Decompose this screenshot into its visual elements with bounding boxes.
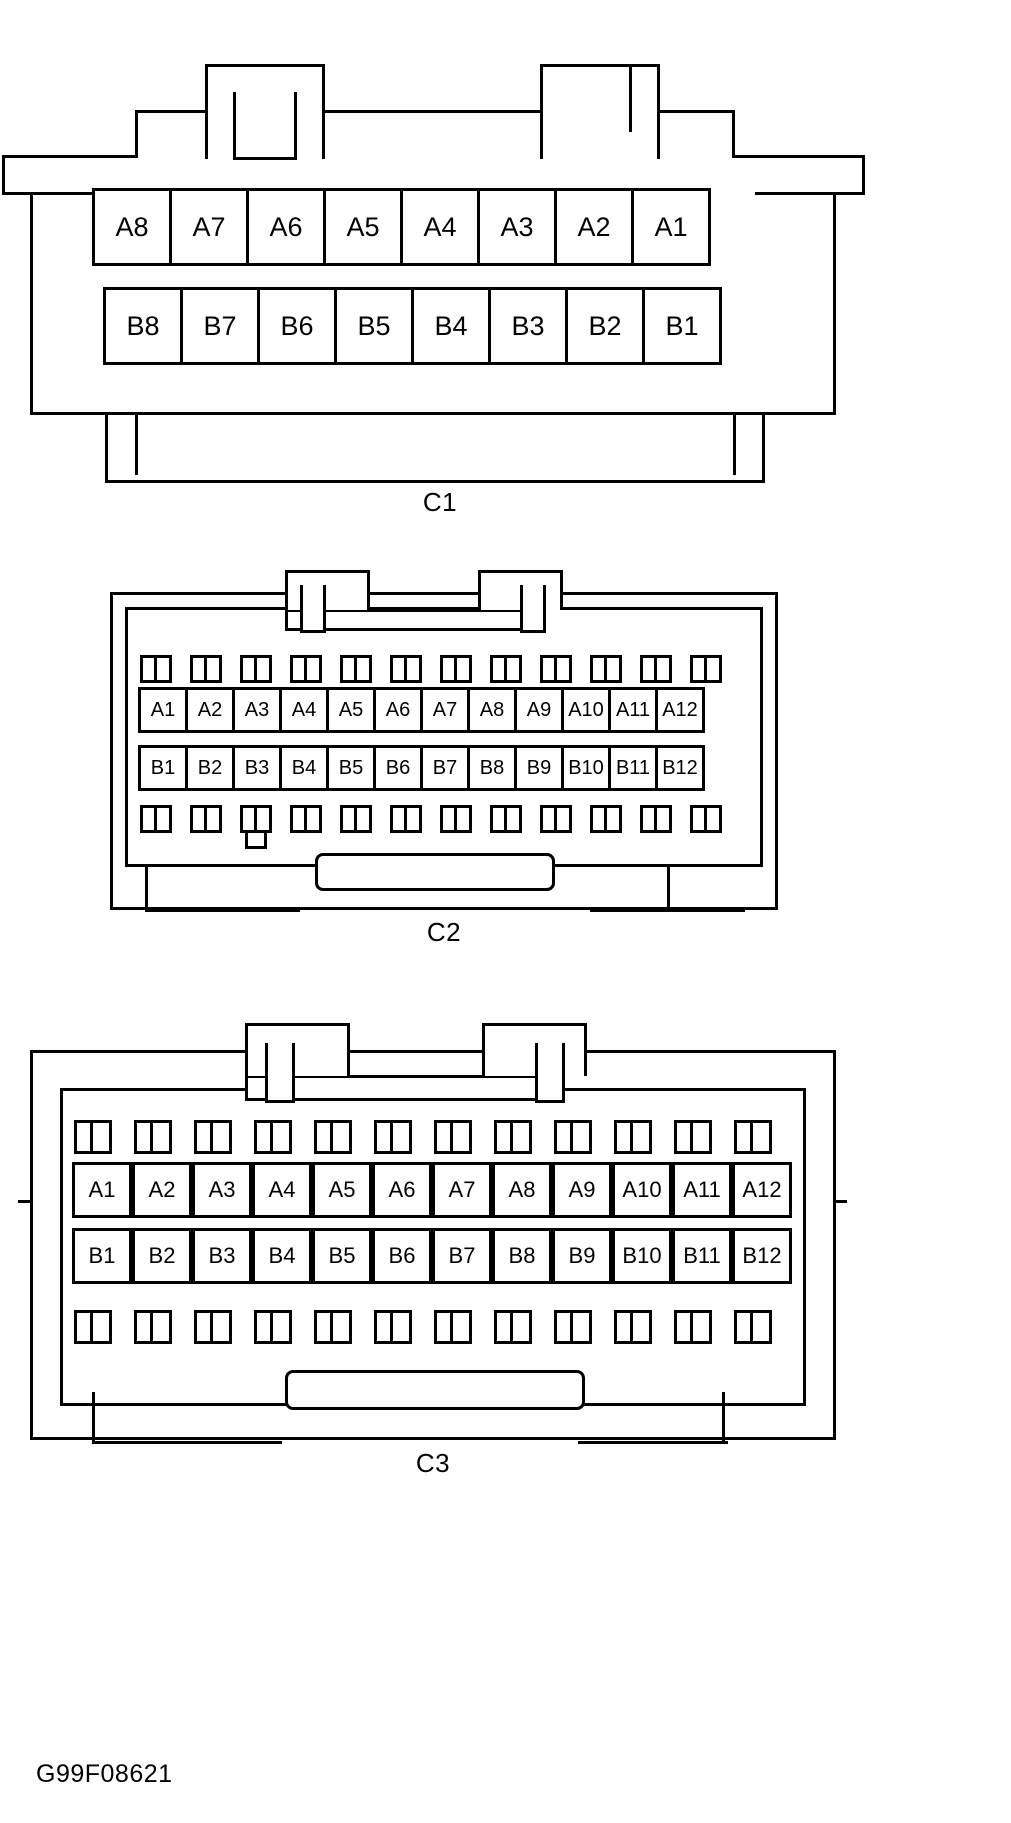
pin-cell: B12: [732, 1228, 792, 1284]
c3-row-b: [72, 1228, 792, 1284]
c2-leg-left-base: [145, 909, 300, 912]
pin-cell: B7: [180, 287, 260, 365]
c3-leg-left-base: [92, 1441, 282, 1444]
pin-cell: A11: [672, 1162, 732, 1218]
pin-cell: A6: [246, 188, 326, 266]
pin-cell: B3: [192, 1228, 252, 1284]
c3-clip-left: [245, 1023, 350, 1076]
terminal-slot: [240, 805, 272, 833]
connector-c1: [30, 55, 850, 520]
c3-terminals-top: [74, 1120, 794, 1154]
terminal-slot: [434, 1120, 472, 1154]
pin-cell: B9: [514, 745, 564, 791]
c2-row-a: [138, 687, 702, 733]
pin-cell: B5: [326, 745, 376, 791]
terminal-slot: [614, 1120, 652, 1154]
terminal-slot: [190, 655, 222, 683]
c1-ear-right: [755, 155, 865, 195]
connector-c3: [30, 1020, 950, 1500]
pin-cell: B7: [420, 745, 470, 791]
terminal-slot: [690, 805, 722, 833]
pin-cell: A8: [467, 687, 517, 733]
c1-latch-tab-right-inner: [568, 64, 632, 132]
pin-cell: A7: [432, 1162, 492, 1218]
pin-cell: B4: [411, 287, 491, 365]
pin-cell: A3: [232, 687, 282, 733]
terminal-slot: [374, 1120, 412, 1154]
c2-keying-notch: [245, 833, 267, 849]
terminal-slot: [254, 1310, 292, 1344]
terminal-slot: [440, 805, 472, 833]
terminal-slot: [374, 1310, 412, 1344]
terminal-slot: [134, 1310, 172, 1344]
c3-foot-plate: [285, 1370, 585, 1410]
terminal-slot: [490, 655, 522, 683]
terminal-slot: [494, 1120, 532, 1154]
pin-cell: B3: [232, 745, 282, 791]
pin-cell: A12: [732, 1162, 792, 1218]
pin-cell: B2: [132, 1228, 192, 1284]
c1-row-b: [103, 287, 719, 365]
terminal-slot: [190, 805, 222, 833]
pin-cell: A1: [631, 188, 711, 266]
terminal-slot: [290, 805, 322, 833]
pin-cell: A4: [279, 687, 329, 733]
pin-cell: A9: [514, 687, 564, 733]
pin-cell: B11: [608, 745, 658, 791]
pin-cell: B6: [372, 1228, 432, 1284]
c3-side-tab-right: [833, 1200, 847, 1203]
terminal-slot: [590, 655, 622, 683]
pin-cell: B11: [672, 1228, 732, 1284]
c3-leg-right-base: [578, 1441, 728, 1444]
terminal-slot: [74, 1120, 112, 1154]
pin-cell: A10: [561, 687, 611, 733]
pin-cell: B8: [103, 287, 183, 365]
pin-cell: B5: [334, 287, 414, 365]
c1-row-a: [92, 188, 708, 266]
c1-base: [105, 415, 765, 483]
c2-clip-left: [285, 570, 370, 610]
terminal-slot: [140, 805, 172, 833]
terminal-slot: [254, 1120, 292, 1154]
pin-cell: B1: [138, 745, 188, 791]
pin-cell: B8: [467, 745, 517, 791]
terminal-slot: [674, 1310, 712, 1344]
pin-cell: B3: [488, 287, 568, 365]
pin-cell: A5: [326, 687, 376, 733]
pin-cell: A4: [400, 188, 480, 266]
terminal-slot: [134, 1120, 172, 1154]
pin-cell: A4: [252, 1162, 312, 1218]
terminal-slot: [554, 1120, 592, 1154]
pin-cell: A6: [372, 1162, 432, 1218]
pin-cell: B7: [432, 1228, 492, 1284]
pin-cell: A2: [554, 188, 634, 266]
terminal-slot: [314, 1310, 352, 1344]
terminal-slot: [290, 655, 322, 683]
c2-leg-left: [145, 867, 185, 912]
pin-cell: B10: [612, 1228, 672, 1284]
terminal-slot: [240, 655, 272, 683]
pin-cell: B6: [257, 287, 337, 365]
pin-cell: B4: [279, 745, 329, 791]
c1-latch-tab-left-inner: [233, 92, 297, 160]
pin-cell: A8: [92, 188, 172, 266]
pin-cell: A5: [312, 1162, 372, 1218]
c1-base-notch-right: [733, 415, 736, 475]
pin-cell: B1: [642, 287, 722, 365]
c3-row-a: [72, 1162, 792, 1218]
c2-leg-right-base: [590, 909, 745, 912]
c3-leg-right: [675, 1392, 725, 1444]
terminal-slot: [440, 655, 472, 683]
pin-cell: A1: [72, 1162, 132, 1218]
c2-caption: C2: [426, 917, 462, 947]
pin-cell: B10: [561, 745, 611, 791]
c2-leg-right: [630, 867, 670, 912]
terminal-slot: [540, 655, 572, 683]
terminal-slot: [734, 1310, 772, 1344]
c3-terminals-bottom: [74, 1310, 794, 1344]
pin-cell: A7: [169, 188, 249, 266]
terminal-slot: [494, 1310, 532, 1344]
pin-cell: B9: [552, 1228, 612, 1284]
pin-cell: A3: [192, 1162, 252, 1218]
terminal-slot: [490, 805, 522, 833]
pin-cell: B8: [492, 1228, 552, 1284]
c3-leg-left: [92, 1392, 142, 1444]
pin-cell: A6: [373, 687, 423, 733]
terminal-slot: [734, 1120, 772, 1154]
c2-clip-left-inner: [300, 585, 326, 633]
pin-cell: A12: [655, 687, 705, 733]
pin-cell: A2: [185, 687, 235, 733]
pin-cell: A7: [420, 687, 470, 733]
terminal-slot: [340, 805, 372, 833]
terminal-slot: [674, 1120, 712, 1154]
c3-clip-left-inner: [265, 1043, 295, 1103]
pin-cell: B1: [72, 1228, 132, 1284]
pin-cell: A5: [323, 188, 403, 266]
terminal-slot: [554, 1310, 592, 1344]
terminal-slot: [540, 805, 572, 833]
c3-clip-right-inner: [535, 1043, 565, 1103]
c2-foot-plate: [315, 853, 555, 891]
c2-row-b: [138, 745, 702, 791]
terminal-slot: [194, 1310, 232, 1344]
terminal-slot: [590, 805, 622, 833]
c1-base-notch-left: [135, 415, 138, 475]
pin-cell: B2: [185, 745, 235, 791]
pin-cell: B2: [565, 287, 645, 365]
pin-cell: B6: [373, 745, 423, 791]
pin-cell: A11: [608, 687, 658, 733]
figure-id-label: G99F08621: [36, 1760, 173, 1788]
c3-caption: C3: [415, 1448, 451, 1478]
pin-cell: B5: [312, 1228, 372, 1284]
terminal-slot: [340, 655, 372, 683]
terminal-slot: [690, 655, 722, 683]
pin-cell: A1: [138, 687, 188, 733]
terminal-slot: [194, 1120, 232, 1154]
c2-terminals-top: [140, 655, 740, 683]
c2-clip-right-inner: [520, 585, 546, 633]
terminal-slot: [390, 805, 422, 833]
pin-cell: B4: [252, 1228, 312, 1284]
terminal-slot: [390, 655, 422, 683]
pin-cell: A10: [612, 1162, 672, 1218]
terminal-slot: [314, 1120, 352, 1154]
terminal-slot: [640, 805, 672, 833]
c2-terminals-bottom: [140, 805, 740, 833]
pin-cell: A2: [132, 1162, 192, 1218]
pin-cell: A9: [552, 1162, 612, 1218]
c1-caption: C1: [422, 487, 458, 517]
terminal-slot: [640, 655, 672, 683]
c3-side-tab-left: [18, 1200, 32, 1203]
terminal-slot: [614, 1310, 652, 1344]
terminal-slot: [434, 1310, 472, 1344]
pin-cell: A3: [477, 188, 557, 266]
pin-cell: B12: [655, 745, 705, 791]
terminal-slot: [74, 1310, 112, 1344]
pin-cell: A8: [492, 1162, 552, 1218]
terminal-slot: [140, 655, 172, 683]
connector-c2: [110, 565, 900, 985]
